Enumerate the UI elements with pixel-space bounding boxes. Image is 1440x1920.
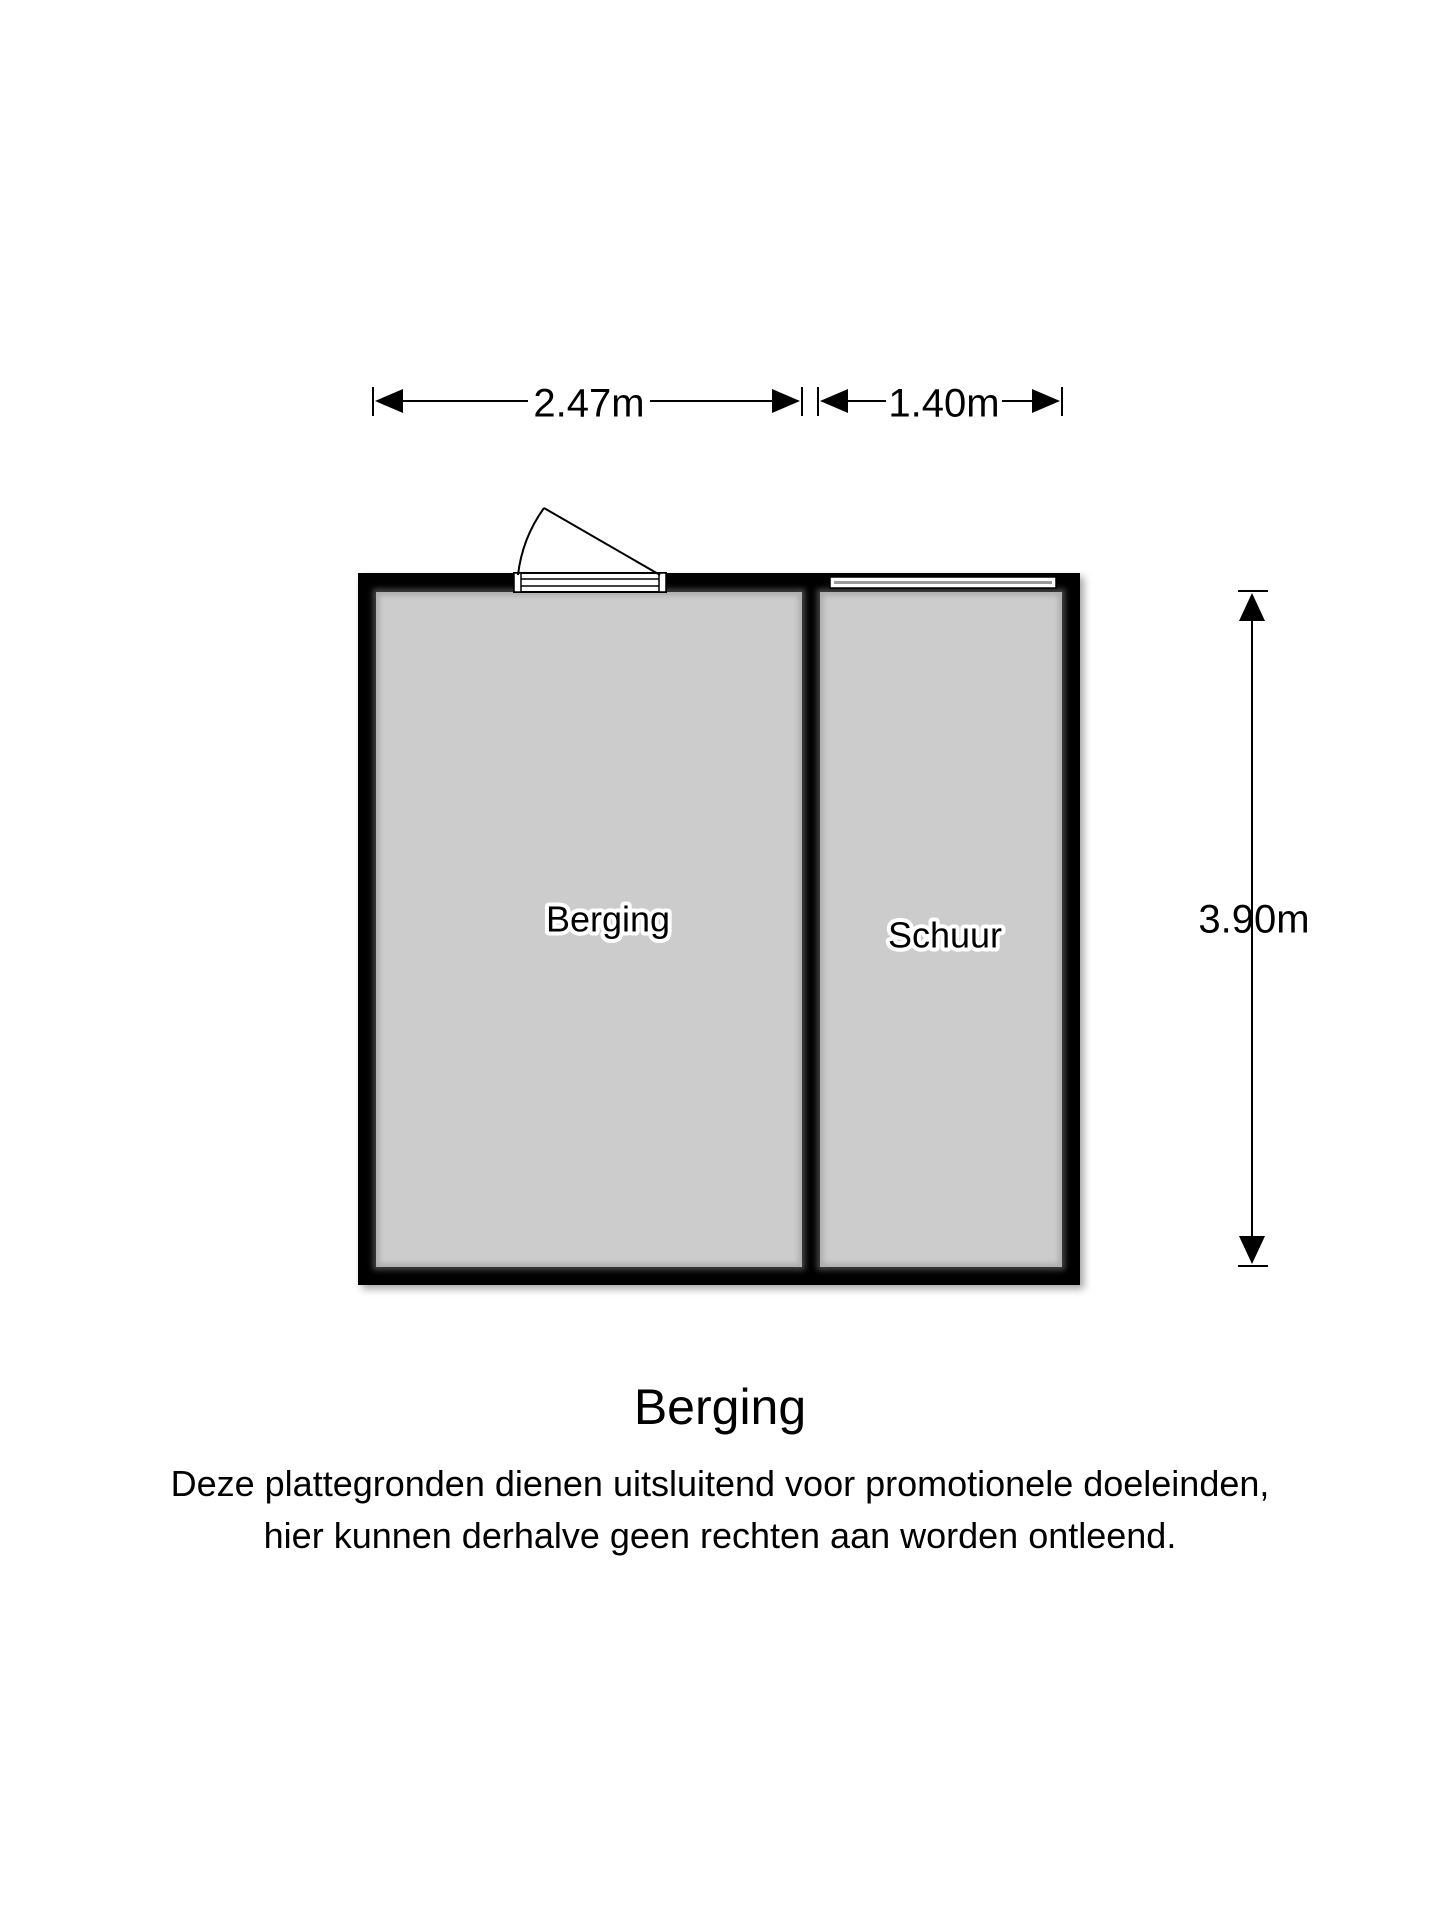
disclaimer-line-1: Deze plattegronden dienen uitsluitend voor promotionele doeleinden,: [170, 1463, 1270, 1504]
window: [830, 577, 1056, 588]
floorplan-title: Berging: [633, 1379, 807, 1435]
arrow-right-icon: [772, 389, 800, 413]
dimension-width-left: [373, 382, 802, 426]
disclaimer-line-2: hier kunnen derhalve geen rechten aan worden ontleend.: [263, 1515, 1177, 1556]
dimension-width-right: [818, 382, 1062, 426]
door: [514, 508, 666, 592]
building: [358, 508, 1080, 1285]
arrow-right-icon: [1032, 389, 1060, 413]
disclaimer: [0, 1458, 1440, 1562]
dimension-depth: [1198, 591, 1309, 1266]
arrow-left-icon: [820, 389, 848, 413]
dimension-label-width-left: 2.47m: [533, 381, 645, 426]
arrow-left-icon: [375, 389, 403, 413]
dimension-label-width-right: 1.40m: [888, 381, 1000, 426]
room-label-berging: Berging: [545, 898, 671, 940]
arrow-up-icon: [1239, 593, 1265, 621]
dimension-label-depth: 3.90m: [1198, 897, 1310, 942]
arrow-down-icon: [1239, 1236, 1265, 1264]
room-label-schuur: Schuur: [887, 914, 1003, 956]
